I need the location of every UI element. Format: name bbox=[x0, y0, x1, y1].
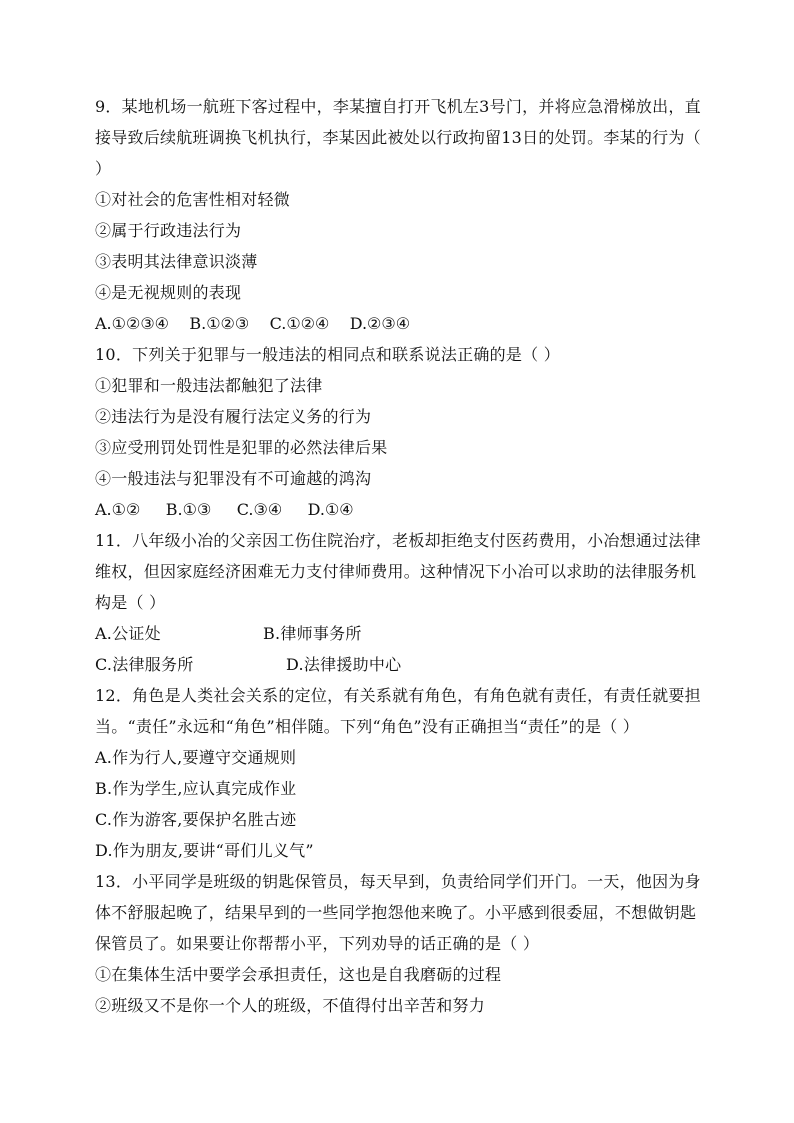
answer-options: A.①②③④ B.①②③ C.①②④ D.②③④ bbox=[95, 314, 411, 333]
question-stem-line: 10．下列关于犯罪与一般违法的相同点和联系说法正确的是（ ） bbox=[95, 345, 560, 364]
statement-item: ②班级又不是你一个人的班级，不值得付出辛苦和努力 bbox=[95, 996, 486, 1015]
question-stem-line: 11．八年级小冶的父亲因工伤住院治疗，老板却拒绝支付医药费用，小冶想通过法律 bbox=[95, 531, 701, 550]
question-12 bbox=[95, 680, 702, 866]
answer-option: C.作为游客,要保护名胜古迹 bbox=[95, 810, 297, 829]
question-stem-line: ） bbox=[95, 159, 112, 178]
question-9 bbox=[95, 91, 702, 339]
answer-options-row bbox=[95, 649, 702, 680]
statement-item: ③表明其法律意识淡薄 bbox=[95, 252, 258, 271]
statement-item: ②违法行为是没有履行法定义务的行为 bbox=[95, 407, 372, 426]
answer-option: B.律师事务所 bbox=[263, 624, 362, 643]
answer-option: A.公证处 bbox=[95, 624, 161, 643]
statement-item: ③应受刑罚处罚性是犯罪的必然法律后果 bbox=[95, 438, 388, 457]
question-stem-line: 9．某地机场一航班下客过程中，李某擅自打开飞机左3号门，并将应急滑梯放出，直 bbox=[95, 97, 701, 116]
statement-item: ②属于行政违法行为 bbox=[95, 221, 242, 240]
question-stem-line: 保管员了。如果要让你帮帮小平，下列劝导的话正确的是（ ） bbox=[95, 934, 540, 953]
statement-item: ①对社会的危害性相对轻微 bbox=[95, 190, 291, 209]
question-stem-line: 体不舒服起晚了，结果早到的一些同学抱怨他来晚了。小平感到很委屈，不想做钥匙 bbox=[95, 903, 697, 922]
answer-option: D.作为朋友,要讲“哥们儿义气” bbox=[95, 841, 314, 860]
question-stem-line: 维权，但因家庭经济困难无力支付律师费用。这种情况下小冶可以求助的法律服务机 bbox=[95, 562, 697, 581]
statement-item: ④一般违法与犯罪没有不可逾越的鸿沟 bbox=[95, 469, 372, 488]
question-10 bbox=[95, 339, 702, 525]
answer-options: A.①② B.①③ C.③④ D.①④ bbox=[95, 500, 354, 519]
answer-option: D.法律援助中心 bbox=[286, 655, 402, 674]
question-stem-line: 当。“责任”永远和“角色”相伴随。下列“角色”没有正确担当“责任”的是（ ） bbox=[95, 717, 640, 736]
question-stem-line: 13．小平同学是班级的钥匙保管员，每天早到，负责给同学们开门。一天，他因为身 bbox=[95, 872, 701, 891]
answer-options-row bbox=[95, 618, 702, 649]
question-11 bbox=[95, 525, 702, 680]
question-stem-line: 12．角色是人类社会关系的定位，有关系就有角色，有角色就有责任，有责任就要担 bbox=[95, 686, 701, 705]
answer-option: B.作为学生,应认真完成作业 bbox=[95, 779, 297, 798]
statement-item: ①犯罪和一般违法都触犯了法律 bbox=[95, 376, 323, 395]
answer-option: A.作为行人,要遵守交通规则 bbox=[95, 748, 297, 767]
question-13 bbox=[95, 866, 702, 1021]
statement-item: ④是无视规则的表现 bbox=[95, 283, 242, 302]
question-stem-line: 构是（ ） bbox=[95, 593, 166, 612]
question-stem-line: 接导致后续航班调换飞机执行，李某因此被处以行政拘留13日的处罚。李某的行为（ bbox=[95, 128, 701, 147]
answer-option: C.法律服务所 bbox=[95, 655, 194, 674]
statement-item: ①在集体生活中要学会承担责任，这也是自我磨砺的过程 bbox=[95, 965, 502, 984]
